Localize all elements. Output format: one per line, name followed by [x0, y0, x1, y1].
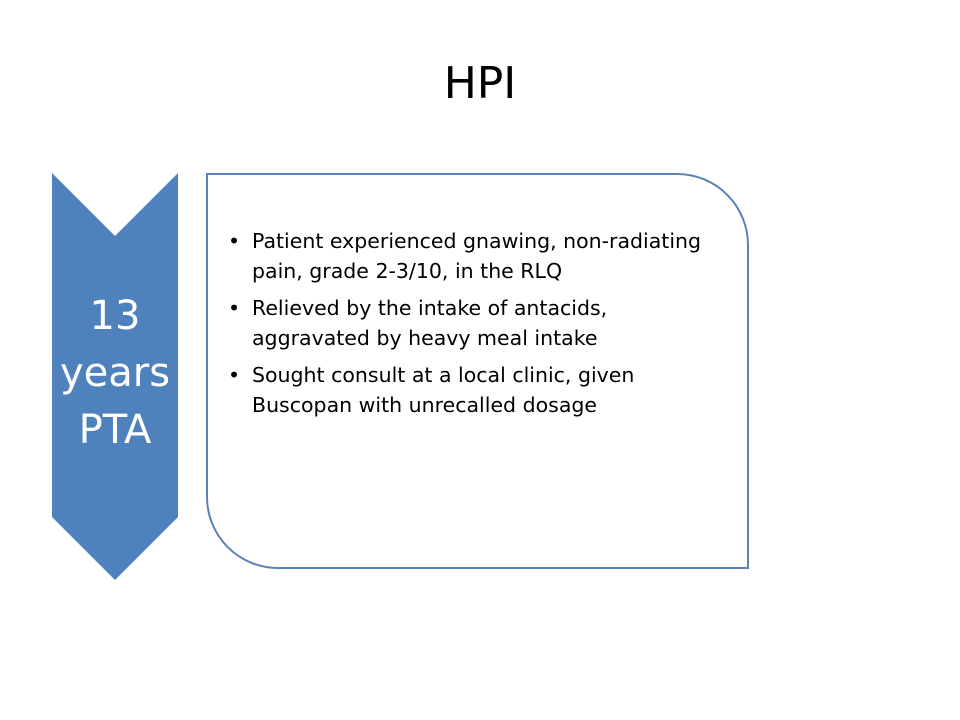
bullet-text: Relieved by the intake of antacids, aggravated by heavy meal intake: [252, 296, 608, 350]
bullet-item: [226, 360, 726, 420]
bullet-icon: •: [228, 296, 241, 320]
timeline-label-line-1: 13: [89, 293, 141, 339]
bullet-item: [226, 293, 726, 353]
slide-title: HPI: [443, 58, 517, 109]
timeline-label: [52, 288, 178, 459]
timeline-label-line-3: PTA: [78, 407, 152, 453]
bullet-icon: •: [228, 363, 241, 387]
bullet-item: [226, 226, 726, 286]
detail-bullet-list: [226, 226, 726, 427]
bullet-text: Patient experienced gnawing, non-radiating pain, grade 2-3/10, in the RLQ: [252, 229, 702, 283]
bullet-text: Sought consult at a local clinic, given Buscopan with unrecalled dosage: [252, 363, 635, 417]
timeline-label-line-2: years: [59, 350, 171, 396]
bullet-icon: •: [228, 229, 241, 253]
